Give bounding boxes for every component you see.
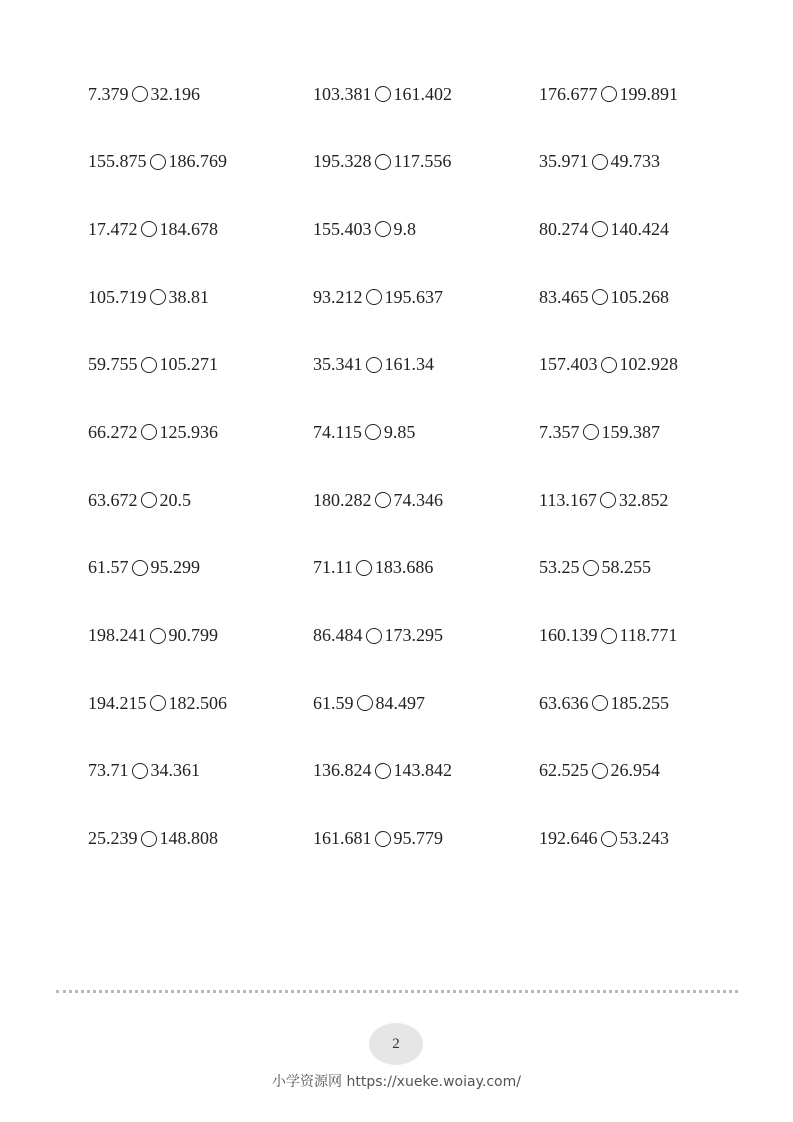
comparison-problem: [539, 146, 768, 178]
left-number: 194.215: [88, 692, 147, 713]
answer-circle[interactable]: [132, 763, 148, 779]
answer-circle[interactable]: [366, 357, 382, 373]
answer-circle[interactable]: [366, 289, 382, 305]
problem-grid: [88, 78, 768, 890]
comparison-problem: [88, 552, 313, 584]
comparison-problem: [313, 687, 539, 719]
right-number: 159.387: [601, 421, 660, 442]
right-number: 95.299: [150, 557, 200, 578]
comparison-problem: [539, 416, 768, 448]
answer-circle[interactable]: [132, 86, 148, 102]
right-number: 185.255: [610, 692, 669, 713]
comparison-problem: [539, 823, 768, 855]
answer-circle[interactable]: [592, 763, 608, 779]
comparison-problem: [313, 755, 539, 787]
left-number: 59.755: [88, 354, 138, 375]
answer-circle[interactable]: [601, 628, 617, 644]
left-number: 25.239: [88, 828, 138, 849]
comparison-problem: [313, 552, 539, 584]
comparison-problem: [88, 755, 313, 787]
right-number: 9.8: [393, 218, 416, 239]
right-number: 34.361: [150, 760, 200, 781]
left-number: 35.971: [539, 151, 589, 172]
left-number: 7.379: [88, 83, 129, 104]
left-number: 192.646: [539, 828, 598, 849]
right-number: 58.255: [601, 557, 651, 578]
comparison-problem: [313, 416, 539, 448]
answer-circle[interactable]: [375, 86, 391, 102]
left-number: 161.681: [313, 828, 372, 849]
comparison-problem: [313, 213, 539, 245]
left-number: 93.212: [313, 286, 363, 307]
comparison-problem: [88, 349, 313, 381]
page-number-badge: [369, 1023, 423, 1065]
right-number: 26.954: [610, 760, 660, 781]
right-number: 161.34: [384, 354, 434, 375]
comparison-problem: [539, 281, 768, 313]
right-number: 143.842: [393, 760, 452, 781]
answer-circle[interactable]: [365, 424, 381, 440]
comparison-problem: [313, 620, 539, 652]
answer-circle[interactable]: [375, 492, 391, 508]
comparison-problem: [88, 484, 313, 516]
answer-circle[interactable]: [583, 560, 599, 576]
right-number: 199.891: [619, 83, 678, 104]
answer-circle[interactable]: [141, 357, 157, 373]
dotted-divider: [56, 990, 738, 993]
answer-circle[interactable]: [132, 560, 148, 576]
comparison-problem: [539, 620, 768, 652]
answer-circle[interactable]: [141, 424, 157, 440]
right-number: 118.771: [619, 625, 678, 645]
right-number: 84.497: [375, 692, 425, 713]
comparison-problem: [88, 416, 313, 448]
left-number: 80.274: [539, 218, 589, 239]
right-number: 90.799: [168, 625, 218, 645]
right-number: 20.5: [159, 489, 191, 510]
page-number: 2: [392, 1035, 400, 1052]
right-number: 173.295: [384, 625, 443, 645]
answer-circle[interactable]: [601, 86, 617, 102]
left-number: 7.357: [539, 421, 580, 442]
answer-circle[interactable]: [375, 154, 391, 170]
right-number: 49.733: [610, 151, 660, 172]
right-number: 195.637: [384, 286, 443, 307]
left-number: 17.472: [88, 218, 138, 239]
right-number: 186.769: [168, 151, 227, 172]
comparison-problem: [88, 146, 313, 178]
left-number: 66.272: [88, 421, 138, 442]
answer-circle[interactable]: [141, 221, 157, 237]
answer-circle[interactable]: [583, 424, 599, 440]
right-number: 32.196: [150, 83, 200, 104]
left-number: 61.59: [313, 692, 354, 713]
comparison-problem: [88, 620, 313, 652]
left-number: 105.719: [88, 286, 147, 307]
right-number: 184.678: [159, 218, 218, 239]
answer-circle[interactable]: [150, 628, 166, 644]
left-number: 176.677: [539, 83, 598, 104]
right-number: 38.81: [168, 286, 209, 307]
left-number: 136.824: [313, 760, 372, 781]
left-number: 103.381: [313, 83, 372, 104]
left-number: 73.71: [88, 760, 129, 781]
comparison-problem: [539, 78, 768, 110]
right-number: 74.346: [393, 489, 443, 510]
answer-circle[interactable]: [141, 492, 157, 508]
left-number: 157.403: [539, 354, 598, 375]
answer-circle[interactable]: [150, 695, 166, 711]
comparison-problem: [539, 213, 768, 245]
left-number: 155.403: [313, 218, 372, 239]
left-number: 61.57: [88, 557, 129, 578]
right-number: 183.686: [374, 557, 434, 578]
left-number: 71.11: [313, 557, 353, 578]
right-number: 105.271: [159, 354, 218, 375]
answer-circle[interactable]: [592, 289, 608, 305]
comparison-problem: [88, 213, 313, 245]
answer-circle[interactable]: [357, 695, 373, 711]
comparison-problem: [88, 281, 313, 313]
comparison-problem: [313, 281, 539, 313]
answer-circle[interactable]: [601, 831, 617, 847]
answer-circle[interactable]: [375, 221, 391, 237]
comparison-problem: [539, 349, 768, 381]
answer-circle[interactable]: [592, 695, 608, 711]
right-number: 148.808: [159, 828, 218, 849]
left-number: 53.25: [539, 557, 580, 578]
right-number: 125.936: [159, 421, 218, 442]
comparison-problem: [313, 146, 539, 178]
comparison-problem: [88, 687, 313, 719]
answer-circle[interactable]: [356, 560, 372, 576]
left-number: 198.241: [88, 625, 147, 645]
answer-circle[interactable]: [375, 763, 391, 779]
answer-circle[interactable]: [150, 289, 166, 305]
left-number: 63.636: [539, 692, 589, 713]
left-number: 160.139: [539, 625, 598, 645]
comparison-problem: [539, 484, 768, 516]
answer-circle[interactable]: [141, 831, 157, 847]
left-number: 63.672: [88, 489, 138, 510]
left-number: 62.525: [539, 760, 589, 781]
comparison-problem: [539, 552, 768, 584]
right-number: 182.506: [168, 692, 227, 713]
right-number: 161.402: [393, 83, 452, 104]
left-number: 35.341: [313, 354, 363, 375]
right-number: 117.556: [393, 151, 452, 172]
comparison-problem: [313, 823, 539, 855]
footer-site-text: 小学资源网 https://xueke.woiay.com/: [272, 1074, 521, 1090]
comparison-problem: [88, 78, 313, 110]
answer-circle[interactable]: [366, 628, 382, 644]
right-number: 140.424: [610, 218, 669, 239]
comparison-problem: [88, 823, 313, 855]
right-number: 32.852: [618, 489, 669, 510]
right-number: 102.928: [619, 354, 678, 375]
answer-circle[interactable]: [592, 221, 608, 237]
comparison-problem: [313, 484, 539, 516]
left-number: 195.328: [313, 151, 372, 172]
left-number: 86.484: [313, 625, 363, 645]
left-number: 74.115: [313, 421, 362, 442]
left-number: 155.875: [88, 151, 147, 172]
answer-circle[interactable]: [150, 154, 166, 170]
answer-circle[interactable]: [592, 154, 608, 170]
right-number: 105.268: [610, 286, 669, 307]
right-number: 95.779: [393, 828, 443, 849]
right-number: 9.85: [383, 421, 416, 442]
answer-circle[interactable]: [375, 831, 391, 847]
right-number: 53.243: [619, 828, 669, 849]
answer-circle[interactable]: [600, 492, 616, 508]
comparison-problem: [313, 349, 539, 381]
left-number: 180.282: [313, 489, 372, 510]
left-number: 113.167: [539, 489, 597, 510]
comparison-problem: [313, 78, 539, 110]
left-number: 83.465: [539, 286, 589, 307]
comparison-problem: [539, 687, 768, 719]
comparison-problem: [539, 755, 768, 787]
answer-circle[interactable]: [601, 357, 617, 373]
